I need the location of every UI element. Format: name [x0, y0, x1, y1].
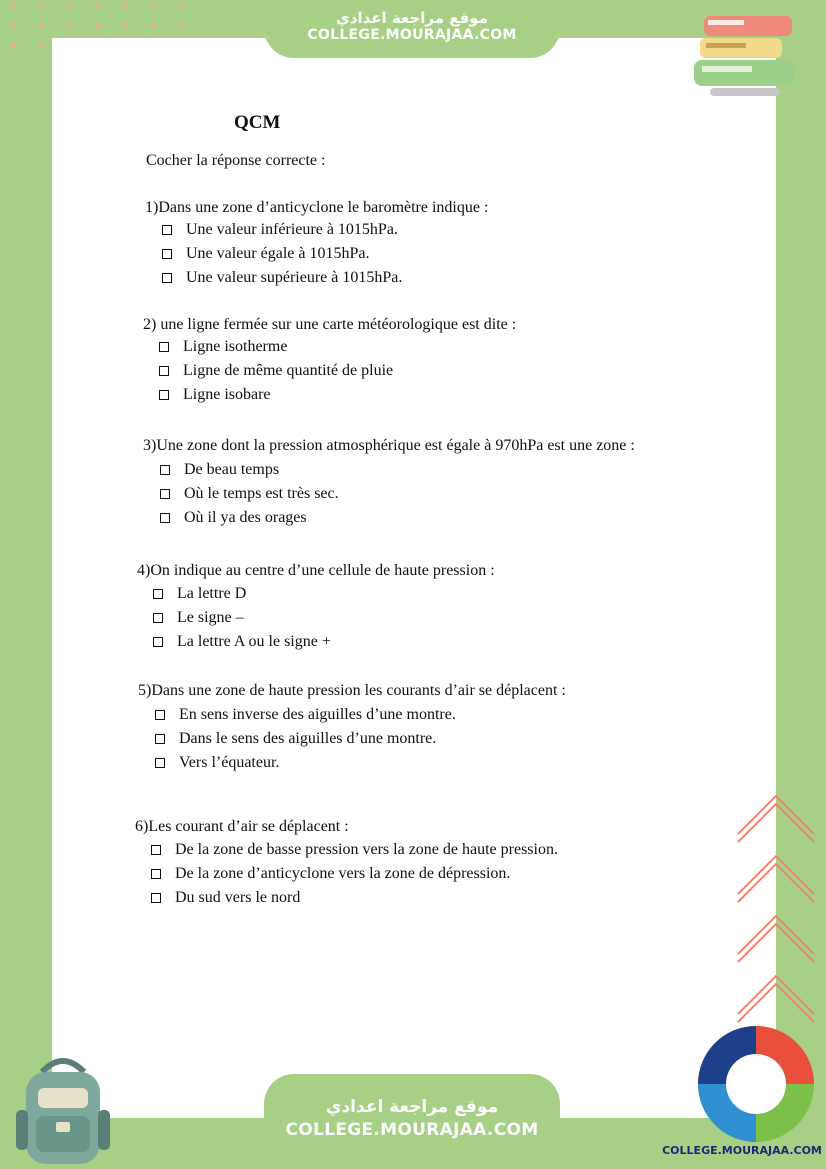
- option-label: Ligne isotherme: [183, 338, 288, 355]
- option-label: De la zone de basse pression vers la zone de haute pression.: [175, 841, 558, 858]
- question-6: 6)Les courant d’air se déplacent :: [135, 818, 349, 835]
- option-6c[interactable]: [151, 889, 300, 907]
- checkbox[interactable]: [151, 869, 161, 879]
- option-2b[interactable]: [159, 362, 393, 380]
- option-label: La lettre D: [177, 585, 247, 602]
- checkbox[interactable]: [155, 710, 165, 720]
- option-label: Où le temps est très sec.: [184, 485, 339, 502]
- option-label: Dans le sens des aiguilles d’une montre.: [179, 730, 437, 747]
- option-6b[interactable]: [151, 865, 510, 883]
- checkbox[interactable]: [160, 465, 170, 475]
- checkbox[interactable]: [159, 366, 169, 376]
- option-2a[interactable]: [159, 338, 287, 356]
- checkbox[interactable]: [155, 758, 165, 768]
- checkbox[interactable]: [155, 734, 165, 744]
- option-1b[interactable]: [162, 245, 369, 263]
- checkbox[interactable]: [151, 893, 161, 903]
- option-label: Le signe –: [177, 609, 244, 626]
- option-5a[interactable]: [155, 706, 456, 724]
- option-1a[interactable]: [162, 221, 398, 239]
- instruction-text: Cocher la réponse correcte :: [146, 152, 326, 169]
- checkbox[interactable]: [159, 342, 169, 352]
- option-label: En sens inverse des aiguilles d’une montre.: [179, 706, 456, 723]
- question-3: 3)Une zone dont la pression atmosphérique est égale à 970hPa est une zone :: [143, 437, 635, 454]
- option-label: De la zone d’anticyclone vers la zone de dépression.: [175, 865, 511, 882]
- option-label: Où il ya des orages: [184, 509, 307, 526]
- option-4b[interactable]: [153, 609, 244, 627]
- option-label: Une valeur égale à 1015hPa.: [186, 245, 370, 262]
- option-5c[interactable]: [155, 754, 279, 772]
- option-5b[interactable]: [155, 730, 436, 748]
- backpack-icon: [12, 1050, 114, 1169]
- option-label: Vers l’équateur.: [179, 754, 280, 771]
- question-1: 1)Dans une zone d’anticyclone le baromètre indique :: [145, 199, 489, 216]
- checkbox[interactable]: [160, 513, 170, 523]
- option-4c[interactable]: [153, 633, 331, 651]
- checkbox[interactable]: [153, 589, 163, 599]
- banner-site-url: COLLEGE.MOURAJAA.COM: [307, 27, 517, 43]
- option-6a[interactable]: [151, 841, 558, 859]
- logo-label: COLLEGE.MOURAJAA.COM: [662, 1144, 822, 1157]
- option-label: Une valeur inférieure à 1015hPa.: [186, 221, 398, 238]
- checkbox[interactable]: [162, 225, 172, 235]
- chevron-up-decoration-icon: [734, 790, 818, 1030]
- checkbox[interactable]: [153, 613, 163, 623]
- option-label: Ligne isobare: [183, 386, 271, 403]
- checkbox[interactable]: [162, 249, 172, 259]
- question-2: 2) une ligne fermée sur une carte météorologique est dite :: [143, 316, 517, 333]
- option-label: Une valeur supérieure à 1015hPa.: [186, 269, 403, 286]
- checkbox[interactable]: [159, 390, 169, 400]
- option-1c[interactable]: [162, 269, 402, 287]
- option-2c[interactable]: [159, 386, 271, 404]
- checkbox[interactable]: [153, 637, 163, 647]
- checkbox[interactable]: [160, 489, 170, 499]
- option-label: La lettre A ou le signe +: [177, 633, 331, 650]
- question-5: 5)Dans une zone de haute pression les courants d’air se déplacent :: [138, 682, 566, 699]
- option-label: Du sud vers le nord: [175, 889, 301, 906]
- option-3b[interactable]: [160, 485, 339, 503]
- page-title: QCM: [234, 112, 281, 133]
- checkbox[interactable]: [151, 845, 161, 855]
- option-3c[interactable]: [160, 509, 307, 527]
- banner-arabic-text: موقع مراجعة اعدادي: [336, 9, 488, 27]
- option-3a[interactable]: [160, 461, 279, 479]
- site-logo-icon: [692, 1022, 820, 1162]
- banner-site-url: COLLEGE.MOURAJAA.COM: [285, 1120, 539, 1140]
- question-4: 4)On indique au centre d’une cellule de haute pression :: [137, 562, 495, 579]
- checkbox[interactable]: [162, 273, 172, 283]
- option-4a[interactable]: [153, 585, 246, 603]
- banner-arabic-text: موقع مراجعة اعدادي: [325, 1097, 499, 1117]
- option-label: Ligne de même quantité de pluie: [183, 362, 394, 379]
- option-label: De beau temps: [184, 461, 280, 478]
- bottom-banner[interactable]: [264, 1074, 560, 1169]
